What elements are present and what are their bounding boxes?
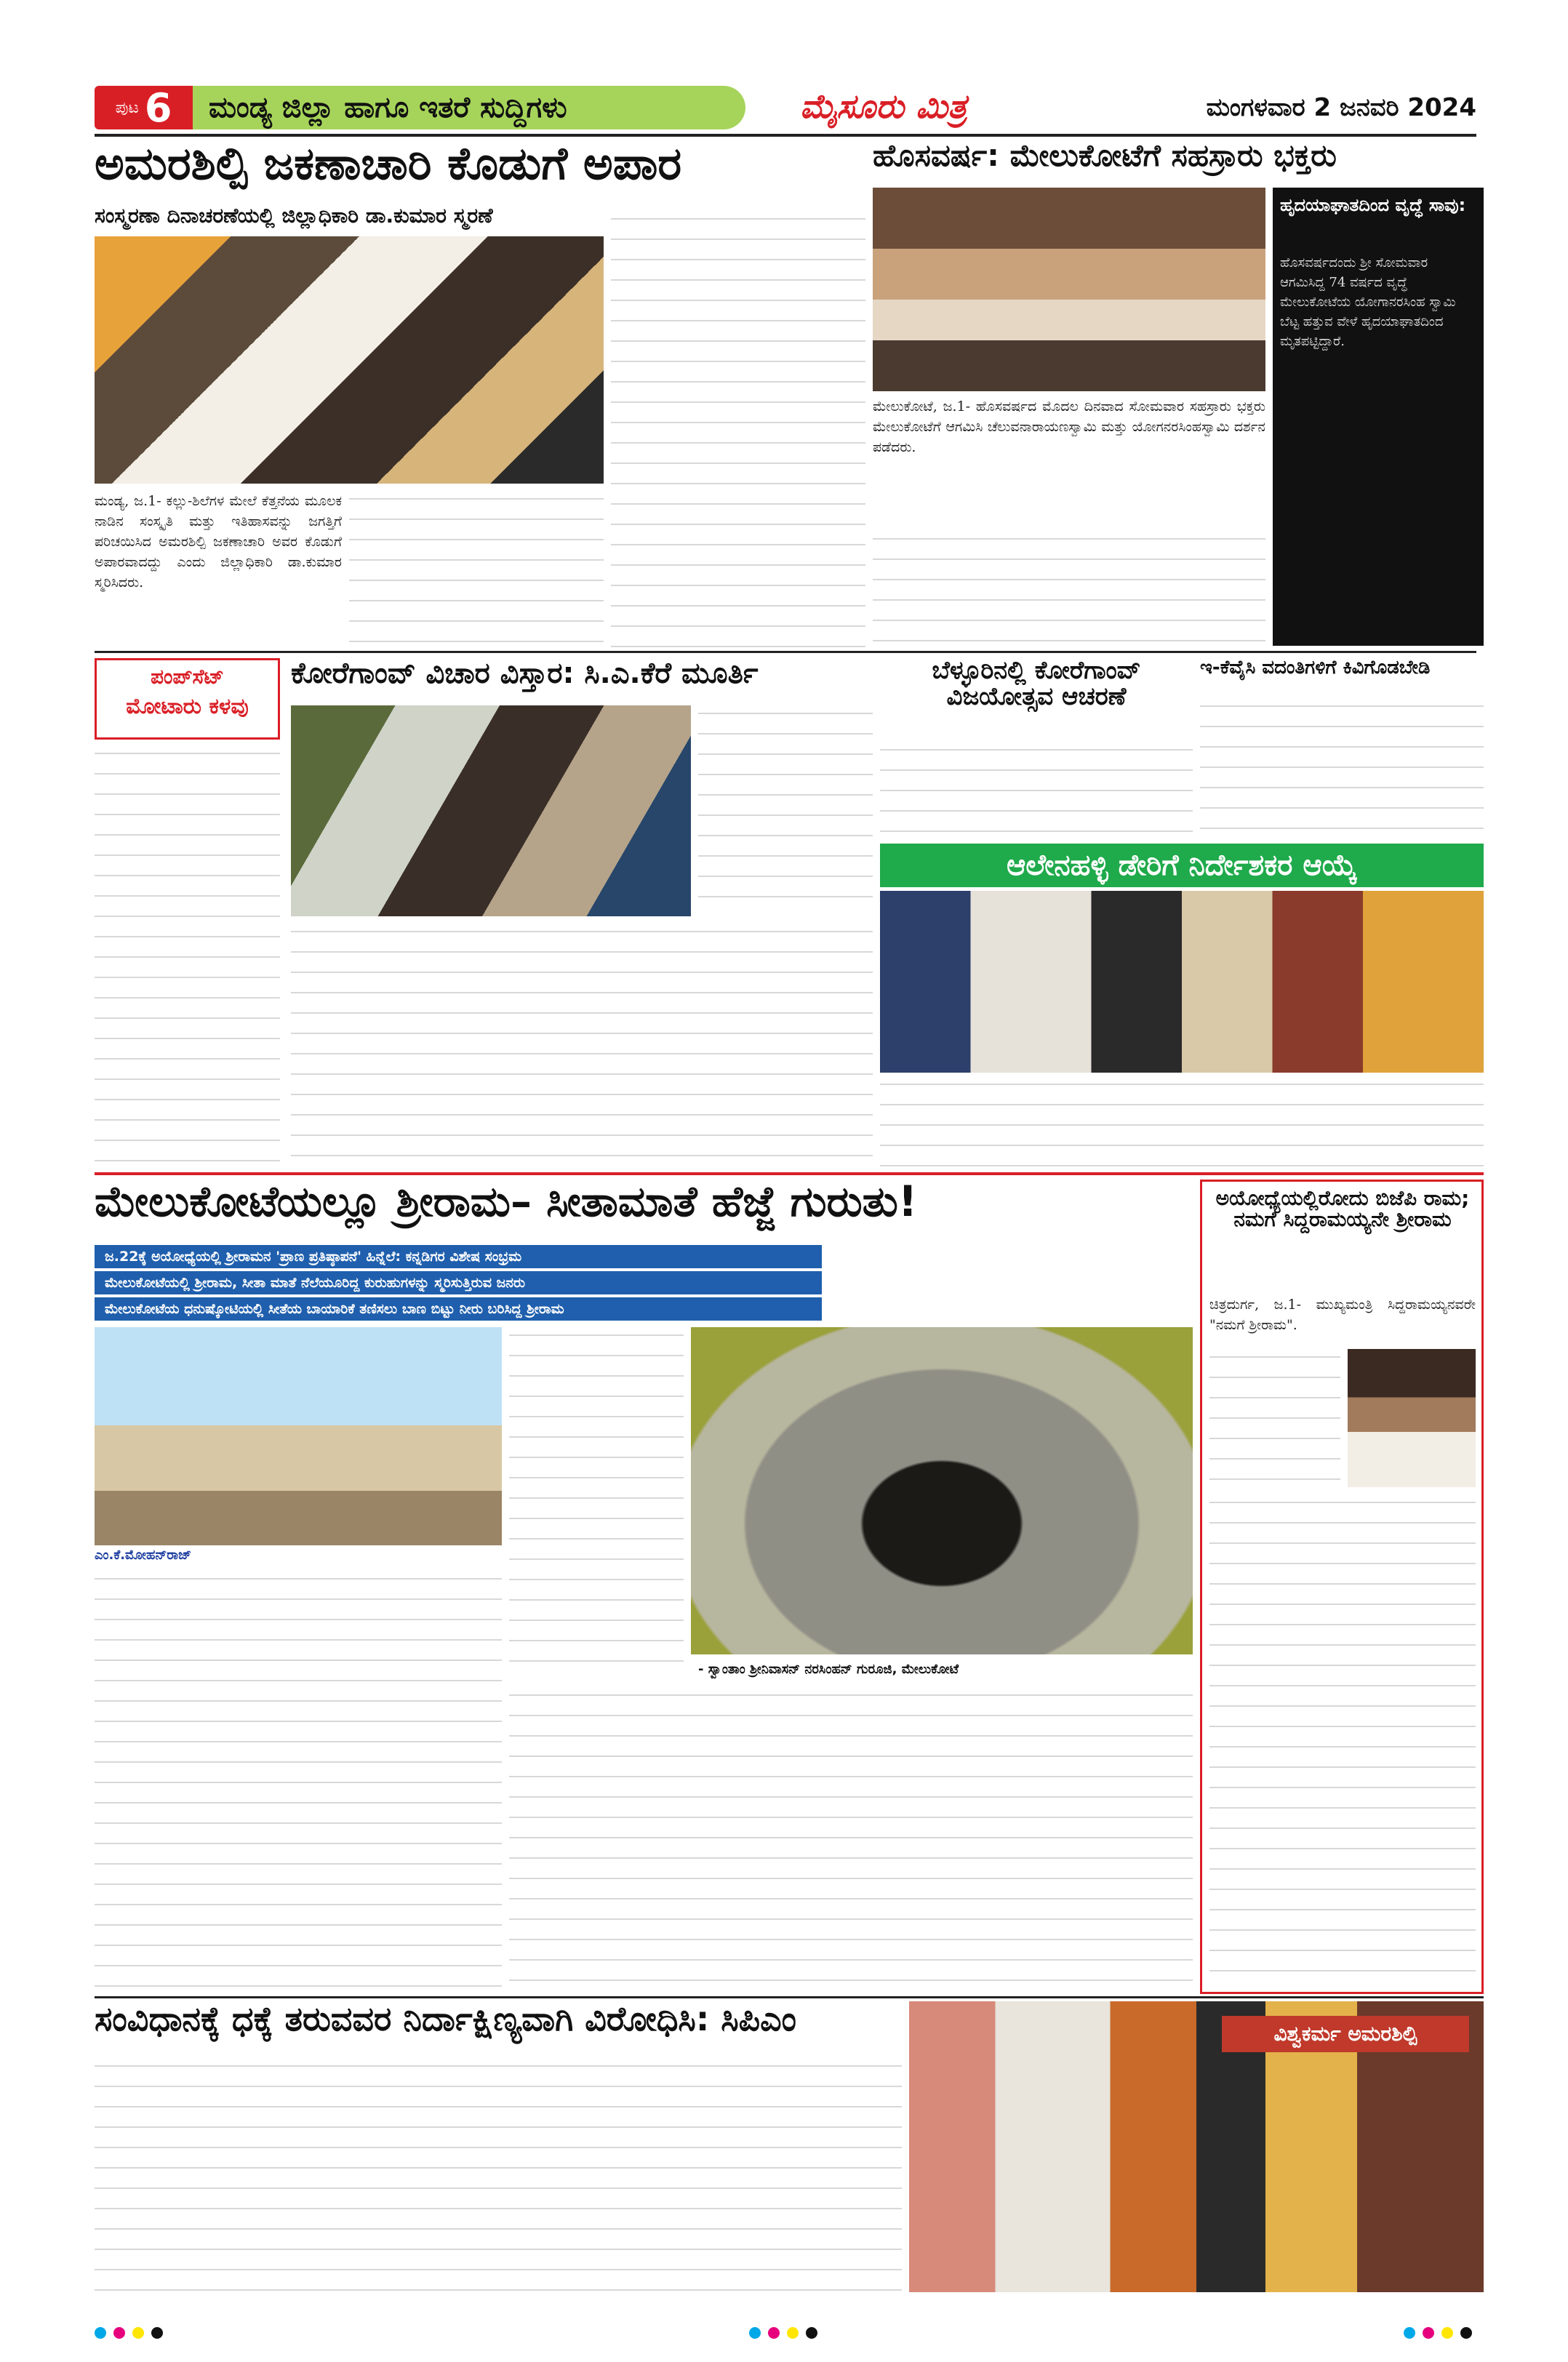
side-box-body (1209, 1494, 1476, 1985)
story2-photo (873, 188, 1265, 391)
pumpset-box (95, 658, 280, 740)
side-box (1200, 1180, 1484, 1994)
main-intro-col (509, 1327, 684, 1662)
heart-box-title: ಹೃದಯಾಘಾತದಿಂದ ವೃದ್ಧೆ ಸಾವು: (1280, 195, 1466, 215)
page-number-box (95, 86, 193, 129)
ekyc-headline: ಇ-ಕೆವೈಸಿ ವದಂತಿಗಳಿಗೆ ಕಿವಿಗೊಡಬೇಡಿ (1200, 657, 1431, 678)
heart-box (1273, 188, 1484, 646)
page-label: ಪುಟ (115, 98, 139, 117)
color-dots-center (749, 2327, 817, 2339)
koregaon1-body (291, 924, 873, 1167)
koregaon1-photo (291, 705, 691, 916)
pumpset-title1: ಪಂಪ್‌ಸೆಟ್ (151, 665, 224, 689)
pumpset-body (95, 745, 280, 1167)
cpim-body (95, 2058, 902, 2291)
main-byline: - ಸ್ವಾಂತಾಂ ಶ್ರೀನಿವಾಸನ್ ನರಸಿಂಹನ್ ಗುರೂಜಿ, ಮೇಲುಕೋಟೆ (698, 1662, 959, 1677)
rule-red (95, 1172, 1484, 1175)
koregaon2-headline (880, 658, 1193, 738)
story1-headline: ಅಮರಶಿಲ್ಪಿ ಜಕಣಾಚಾರಿ ಕೊಡುಗೆ ಅಪಾರ (95, 137, 682, 190)
photo-credit: ಎಂ.ಕೆ.ಮೋಹನ್‌ರಾಜ್ (95, 1548, 192, 1563)
masthead-logo: ಮೈಸೂರು ಮಿತ್ರ (800, 87, 967, 126)
dairy-photo (880, 891, 1484, 1073)
story1-body-col2 (349, 491, 604, 651)
color-dots-right (1404, 2327, 1472, 2339)
color-dots-left (95, 2327, 163, 2339)
koregaon2-body (880, 742, 1193, 840)
side-box-headline: ಅಯೋಧ್ಯೆಯಲ್ಲಿರೋದು ಬಿಜೆಪಿ ರಾಮ; ನಮಗೆ ಸಿದ್ದರಾಮಯ್ಯನೇ ಶ್ರೀರಾಮ (1215, 1186, 1470, 1232)
main-bullet-2: ಮೇಲುಕೋಟೆಯಲ್ಲಿ ಶ್ರೀರಾಮ, ಸೀತಾ ಮಾತೆ ನೆಲೆಯೂರಿದ್ದ ಕುರುಹುಗಳನ್ನು ಸ್ಮರಿಸುತ್ತಿರುವ ಜನರು (95, 1271, 822, 1294)
main-bullet-1: ಜ.22ಕ್ಕೆ ಅಯೋಧ್ಯೆಯಲ್ಲಿ ಶ್ರೀರಾಮನ 'ಪ್ರಾಣ ಪ್ರತಿಷ್ಠಾಪನೆ' ಹಿನ್ನೆಲೆ: ಕನ್ನಡಿಗರ ವಿಶೇಷ ಸಂಭ್ರಮ (95, 1245, 822, 1268)
koregaon2-headline-line1: ಬೆಳ್ಳೂರಿನಲ್ಲಿ ಕೋರೆಗಾಂವ್ (932, 656, 1141, 685)
koregaon1-side-text (698, 705, 873, 916)
vishwakarma-banner: ವಿಶ್ವಕರ್ಮ ಅಮರಶಿಲ್ಪಿ (1222, 2016, 1469, 2052)
main-body-left (95, 1571, 502, 1993)
heart-box-text: ಹೊಸವರ್ಷದಂದು ಶ್ರೀ ಸೋಮವಾರ ಆಗಮಿಸಿದ್ದ 74 ವರ್ಷದ ವೃದ್ಧೆ ಮೇಲುಕೋಟೆಯ ಯೋಗಾನರಸಿಂಹ ಸ್ವಾಮಿ ಬೆಟ್ಟ ಹತ್ತುವ ವೇಳೆ ಹೃದಯಾಘಾತದಿಂದ ಮೃತಪಟ್ಟಿದ್ದಾರೆ. (1280, 255, 1456, 349)
cpim-headline: ಸಂವಿಧಾನಕ್ಕೆ ಧಕ್ಕೆ ತರುವವರ ನಿರ್ದಾಕ್ಷಿಣ್ಯವಾಗಿ ವಿರೋಧಿಸಿ: ಸಿಪಿಎಂ (95, 1999, 797, 2038)
vishwakarma-photo (909, 2001, 1484, 2292)
side-box-photo (1348, 1349, 1476, 1487)
main-photo-monument (95, 1327, 502, 1545)
story1-lead: ಮಂಡ್ಯ, ಜ.1- ಕಲ್ಲು-ಶಿಲೆಗಳ ಮೇಲೆ ಕೆತ್ತನೆಯ ಮೂಲಕ ನಾಡಿನ ಸಂಸ್ಕೃತಿ ಮತ್ತು ಇತಿಹಾಸವನ್ನು ಜಗತ್ತಿಗೆ ಪರಿಚಯಿಸಿದ ಅಮರಶಿಲ್ಪಿ ಜಕಣಾಚಾರಿ ಅವರ ಕೊಡುಗೆ ಅಪಾರವಾದದ್ದು ಎಂದು ಜಿಲ್ಲಾಧಿಕಾರಿ ಡಾ.ಕುಮಾರ ಸ್ಮರಿಸಿದರು. (95, 493, 342, 590)
ekyc-body (1200, 698, 1484, 840)
main-headline: ಮೇಲುಕೋಟೆಯಲ್ಲೂ ಶ್ರೀರಾಮ– ಸೀತಾಮಾತೆ ಹೆಜ್ಜೆ ಗುರುತು! (95, 1177, 918, 1226)
main-bullet-3: ಮೇಲುಕೋಟೆಯ ಧನುಷ್ಕೋಟಿಯಲ್ಲಿ ಸೀತೆಯ ಬಾಯಾರಿಕೆ ತಣಿಸಲು ಬಾಣ ಬಿಟ್ಟು ನೀರು ಬರಿಸಿದ್ದ ಶ್ರೀರಾಮ (95, 1297, 822, 1321)
dairy-headline: ಆಲೇನಹಳ್ಳಿ ಡೇರಿಗೆ ನಿರ್ದೇಶಕರ ಆಯ್ಕೆ (880, 844, 1484, 887)
side-box-body-top (1209, 1349, 1340, 1487)
side-box-lead: ಚಿತ್ರದುರ್ಗ, ಜ.1- ಮುಖ್ಯಮಂತ್ರಿ ಸಿದ್ದರಾಮಯ್ಯನವರೇ "ನಮಗೆ ಶ್ರೀರಾಮ". (1209, 1297, 1476, 1333)
story1-body-col3 (611, 211, 865, 647)
page-number: 6 (144, 84, 172, 131)
koregaon1-headline: ಕೋರೆಗಾಂವ್ ವಿಚಾರ ವಿಸ್ತಾರ: ಸಿ.ಎ.ಕೆರೆ ಮೂರ್ತಿ (291, 657, 759, 690)
main-body-right (509, 1687, 1193, 1993)
story1-photo (95, 236, 604, 484)
section-title: ಮಂಡ್ಯ ಜಿಲ್ಲಾ ಹಾಗೂ ಇತರೆ ಸುದ್ದಿಗಳು (193, 86, 745, 129)
rule-2 (95, 651, 1476, 653)
story1-subhead: ಸಂಸ್ಮರಣಾ ದಿನಾಚರಣೆಯಲ್ಲಿ ಜಿಲ್ಲಾಧಿಕಾರಿ ಡಾ.ಕುಮಾರ ಸ್ಮರಣೆ (95, 204, 493, 228)
story2-caption: ಮೇಲುಕೋಟೆ, ಜ.1- ಹೊಸವರ್ಷದ ಮೊದಲ ದಿನವಾದ ಸೋಮವಾರ ಸಹಸ್ರಾರು ಭಕ್ತರು ಮೇಲುಕೋಟೆಗೆ ಆಗಮಿಸಿ ಚೆಲುವನಾರಾಯಣಸ್ವಾಮಿ ಮತ್ತು ಯೋಗನರಸಿಂಹಸ್ವಾಮಿ ದರ್ಶನ ಪಡೆದರು. (873, 399, 1265, 455)
rule-3 (95, 1996, 1484, 1998)
pumpset-title2: ಮೋಟಾರು ಕಳವು (126, 694, 249, 719)
koregaon2-headline-line2: ವಿಜಯೋತ್ಸವ ಆಚರಣೆ (946, 681, 1127, 711)
story2-body (873, 531, 1265, 647)
main-photo-cave (691, 1327, 1193, 1654)
dairy-body (880, 1076, 1484, 1167)
story2-headline: ಹೊಸವರ್ಷ: ಮೇಲುಕೋಟೆಗೆ ಸಹಸ್ರಾರು ಭಕ್ತರು (873, 137, 1337, 173)
issue-date: ಮಂಗಳವಾರ 2 ಜನವರಿ 2024 (1206, 93, 1476, 122)
